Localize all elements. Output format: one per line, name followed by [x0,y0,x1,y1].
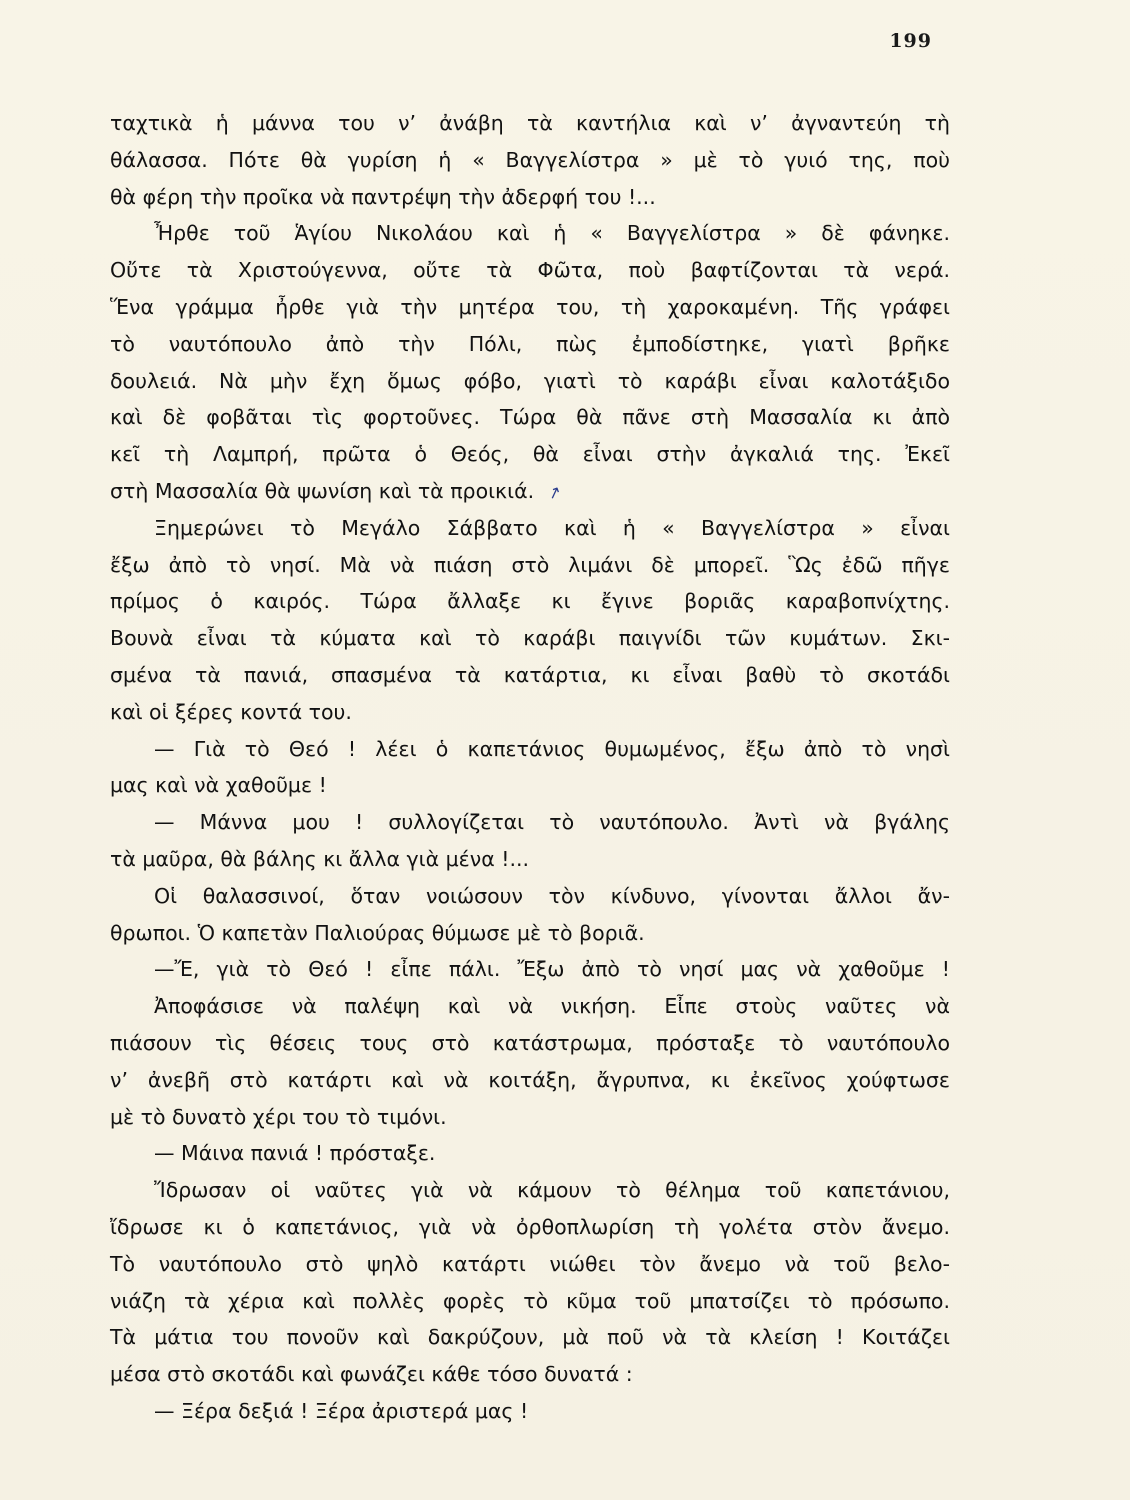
dialogue-line: —Ἔ, γιὰ τὸ Θεό ! εἶπε πάλι. Ἔξω ἀπὸ τὸ νησί μας νὰ χαθοῦμε ! [154,957,950,982]
text-line: πρίμος ὁ καιρός. Τώρα ἄλλαξε κι ἔγινε βοριᾶς καραβοπνίχτης. [110,589,950,614]
text-line: Ἀποφάσισε νὰ παλέψη καὶ νὰ νικήση. Εἶπε στοὺς ναῦτες νὰ [154,994,950,1019]
text-line: ν’ ἀνεβῆ στὸ κατάρτι καὶ νὰ κοιτάξη, ἄγρυπνα, κι ἐκεῖνος χούφτωσε [110,1067,950,1092]
dialogue-line: — Γιὰ τὸ Θεό ! λέει ὁ καπετάνιος θυμωμένος, ἔξω ἀπὸ τὸ νησὶ [154,736,950,761]
text-line: μέσα στὸ σκοτάδι καὶ φωνάζει κάθε τόσο δυνατά : [110,1362,633,1387]
text-line: σμένα τὰ πανιά, σπασμένα τὰ κατάρτια, κι εἶναι βαθὺ τὸ σκοτάδι [110,662,950,687]
text-line: μας καὶ νὰ χαθοῦμε ! [110,773,327,798]
text-line: Οὔτε τὰ Χριστούγεννα, οὔτε τὰ Φῶτα, ποὺ βαφτίζονται τὰ νερά. [110,258,950,283]
margin-mark-icon: ↗ [544,481,565,504]
text-line: τὸ ναυτόπουλο ἀπὸ τὴν Πόλι, πὼς ἐμποδίστηκε, γιατὶ βρῆκε [110,331,950,356]
text-line: δουλειά. Νὰ μὴν ἔχη ὅμως φόβο, γιατὶ τὸ καράβι εἶναι καλοτάξιδο [110,368,950,393]
text-line: μὲ τὸ δυνατὸ χέρι του τὸ τιμόνι. [110,1104,447,1129]
text-line: Ἦρθε τοῦ Ἁγίου Νικολάου καὶ ἡ « Βαγγελίστρα » δὲ φάνηκε. [154,221,950,246]
text-line: θὰ φέρη τὴν προῖκα νὰ παντρέψη τὴν ἀδερφή του !... [110,184,656,209]
dialogue-line: — Μάννα μου ! συλλογίζεται τὸ ναυτόπουλο. Ἀντὶ νὰ βγάλης [154,810,950,835]
text-line: Ἕνα γράμμα ἦρθε γιὰ τὴν μητέρα του, τὴ χαροκαμένη. Τῆς γράφει [110,294,950,319]
text-line: νιάζη τὰ χέρια καὶ πολλὲς φορὲς τὸ κῦμα τοῦ μπατσίζει τὸ πρόσωπο. [110,1288,950,1313]
text-line: κεῖ τὴ Λαμπρή, πρῶτα ὁ Θεός, θὰ εἶναι στὴν ἀγκαλιά της. Ἐκεῖ [110,442,950,467]
text-line: ἔξω ἀπὸ τὸ νησί. Μὰ νὰ πιάση στὸ λιμάνι δὲ μπορεῖ. Ὣς ἐδῶ πῆγε [110,552,950,577]
text-line: θάλασσα. Πότε θὰ γυρίση ἡ « Βαγγελίστρα » μὲ τὸ γυιό της, ποὺ [110,147,950,172]
text-line: ἴδρωσε κι ὁ καπετάνιος, γιὰ νὰ ὀρθοπλωρίση τὴ γολέτα στὸν ἄνεμο. [110,1214,950,1239]
text-line: Τὰ μάτια του πονοῦν καὶ δακρύζουν, μὰ ποῦ νὰ τὰ κλείση ! Κοιτάζει [110,1325,950,1350]
text-line: Οἱ θαλασσινοί, ὅταν νοιώσουν τὸν κίνδυνο, γίνονται ἄλλοι ἄν- [154,883,950,908]
text-line-content: στὴ Μασσαλία θὰ ψωνίση καὶ τὰ προικιά. [110,478,535,503]
text-line: θρωποι. Ὁ καπετὰν Παλιούρας θύμωσε μὲ τὸ βοριᾶ. [110,920,645,945]
text-line: Βουνὰ εἶναι τὰ κύματα καὶ τὸ καράβι παιγνίδι τῶν κυμάτων. Σκι- [110,626,950,651]
text-line: Ξημερώνει τὸ Μεγάλο Σάββατο καὶ ἡ « Βαγγελίστρα » εἶναι [154,515,950,540]
text-line [110,473,950,510]
text-line: πιάσουν τὶς θέσεις τους στὸ κατάστρωμα, πρόσταξε τὸ ναυτόπουλο [110,1030,950,1055]
dialogue-line: — Μάινα πανιά ! πρόσταξε. [154,1141,436,1166]
text-line: ταχτικὰ ἡ μάννα του ν’ ἀνάβη τὰ καντήλια καὶ ν’ ἀγναντεύη τὴ [110,111,950,135]
text-line: καὶ δὲ φοβᾶται τὶς φορτοῦνες. Τώρα θὰ πᾶνε στὴ Μασσαλία κι ἀπὸ [110,405,950,430]
page-number: 199 [889,30,932,52]
text-line: Ἴδρωσαν οἱ ναῦτες γιὰ νὰ κάμουν τὸ θέλημα τοῦ καπετάνιου, [154,1178,950,1203]
text-line: Τὸ ναυτόπουλο στὸ ψηλὸ κατάρτι νιώθει τὸν ἄνεμο νὰ τοῦ βελο- [110,1251,950,1276]
text-line: τὰ μαῦρα, θὰ βάλης κι ἄλλα γιὰ μένα !... [110,846,529,871]
body-text [110,105,950,1430]
text-line: καὶ οἱ ξέρες κοντά του. [110,699,352,724]
dialogue-line: — Ξέρα δεξιά ! Ξέρα ἀριστερά μας ! [154,1398,529,1423]
